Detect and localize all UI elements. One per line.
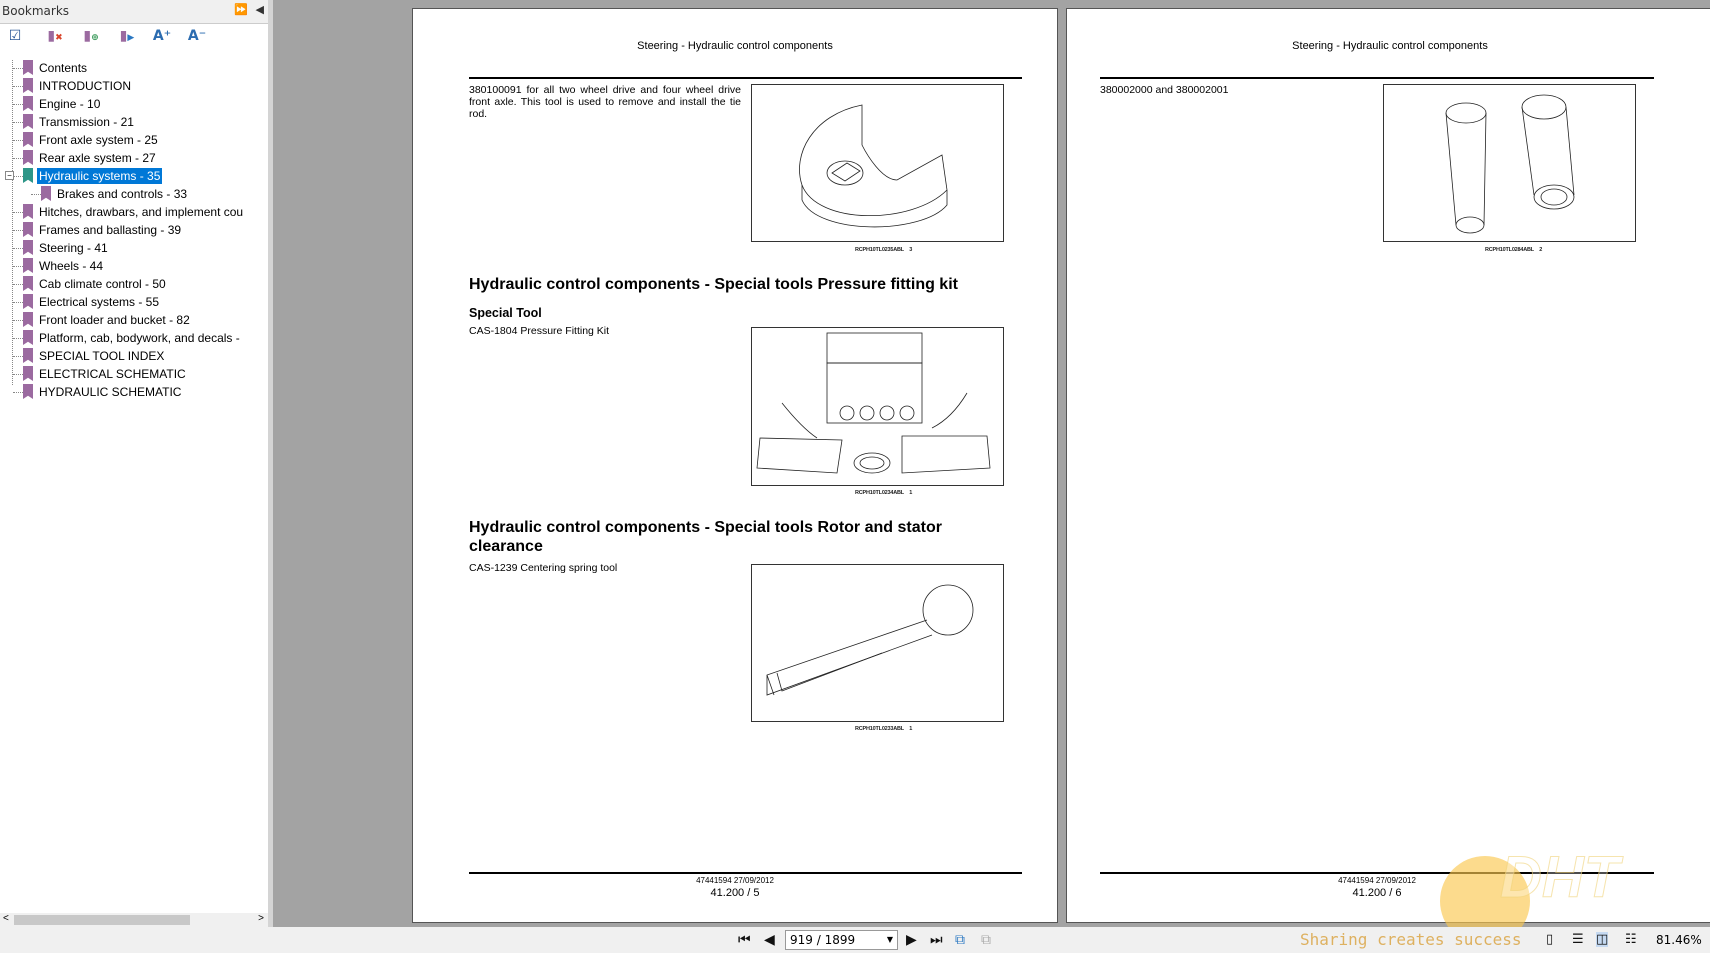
single-page-view-icon[interactable]: ▯ bbox=[1546, 932, 1554, 947]
bookmark-label: Wheels - 44 bbox=[39, 259, 104, 273]
page-number-value: 919 / 1899 bbox=[790, 933, 856, 947]
bookmark-icon bbox=[23, 366, 33, 381]
bookmark-icon bbox=[23, 150, 33, 165]
next-page-button[interactable]: ▶ bbox=[906, 932, 917, 948]
bookmark-icon bbox=[23, 330, 33, 345]
bookmark-label: HYDRAULIC SCHEMATIC bbox=[39, 385, 182, 399]
tool-name: CAS-1239 Centering spring tool bbox=[469, 562, 618, 574]
bookmark-icon bbox=[23, 348, 33, 363]
figure-sleeve-tools bbox=[1383, 84, 1636, 242]
page-number-input[interactable] bbox=[785, 930, 898, 950]
bookmark-icon bbox=[23, 114, 33, 129]
bookmark-icon bbox=[23, 384, 33, 399]
figure-centering-tool bbox=[751, 564, 1004, 722]
header-rule bbox=[1100, 77, 1654, 79]
bookmark-icon bbox=[41, 186, 51, 201]
bookmark-label: Transmission - 21 bbox=[39, 115, 134, 129]
pressure-kit-illustration bbox=[752, 328, 1003, 485]
footer-rule bbox=[469, 872, 1022, 874]
bookmark-label: Cab climate control - 50 bbox=[39, 277, 166, 291]
footer-doc-id: 47441594 27/09/2012 bbox=[1338, 876, 1416, 885]
wrench-illustration bbox=[752, 85, 1003, 241]
collapse-toggle-icon[interactable]: − bbox=[5, 171, 14, 180]
watermark-logo-text: DHT bbox=[1500, 845, 1620, 910]
figure-number: 1 bbox=[909, 490, 913, 496]
centering-tool-illustration bbox=[752, 565, 1003, 721]
scroll-left-icon[interactable]: < bbox=[3, 913, 9, 924]
bookmark-label: Front loader and bucket - 82 bbox=[39, 313, 190, 327]
first-page-button[interactable]: ⏮ bbox=[738, 932, 751, 948]
page-header: Steering - Hydraulic control components bbox=[1292, 40, 1488, 52]
last-page-button[interactable]: ⏭ bbox=[930, 932, 943, 948]
sleeve-tools-illustration bbox=[1384, 85, 1635, 241]
bookmark-label: Electrical systems - 55 bbox=[39, 295, 160, 309]
pdf-page-6 bbox=[1066, 8, 1710, 923]
bookmark-icon bbox=[23, 222, 33, 237]
figure-caption: RCPH10TL0234ABL bbox=[855, 490, 904, 496]
status-bar bbox=[0, 927, 1710, 953]
bookmark-icon bbox=[23, 312, 33, 327]
bookmark-label: Platform, cab, bodywork, and decals - bbox=[39, 331, 240, 345]
bookmark-label: Front axle system - 25 bbox=[39, 133, 158, 147]
bookmark-label: Steering - 41 bbox=[39, 241, 108, 255]
bookmark-label: Rear axle system - 27 bbox=[39, 151, 156, 165]
bookmark-icon bbox=[23, 240, 33, 255]
document-viewport[interactable] bbox=[273, 0, 1710, 927]
subheading: Special Tool bbox=[469, 306, 542, 320]
bookmark-icon bbox=[23, 132, 33, 147]
collapse-panel-icon[interactable]: ◀ bbox=[255, 3, 264, 16]
bookmark-label: Brakes and controls - 33 bbox=[57, 187, 188, 201]
figure-number: 1 bbox=[909, 726, 913, 732]
scroll-right-icon[interactable]: > bbox=[258, 913, 264, 924]
horizontal-scrollbar[interactable] bbox=[0, 913, 268, 927]
bookmark-label: Contents bbox=[39, 61, 88, 75]
bookmark-icon bbox=[23, 78, 33, 93]
bookmark-label: Engine - 10 bbox=[39, 97, 101, 111]
figure-number: 2 bbox=[1539, 247, 1543, 253]
figure-number: 3 bbox=[909, 247, 913, 253]
scrollbar-thumb[interactable] bbox=[14, 915, 190, 925]
tree-guide-line bbox=[12, 60, 13, 385]
bookmark-icon bbox=[23, 294, 33, 309]
bookmark-icon bbox=[23, 276, 33, 291]
watermark-tagline: Sharing creates success bbox=[1300, 930, 1522, 949]
bookmark-label: Frames and ballasting - 39 bbox=[39, 223, 182, 237]
figure-pressure-kit bbox=[751, 327, 1004, 486]
bookmark-label: INTRODUCTION bbox=[39, 79, 131, 93]
previous-page-button[interactable]: ◀ bbox=[764, 932, 775, 948]
bookmarks-header bbox=[0, 0, 268, 24]
tool-name: CAS-1804 Pressure Fitting Kit bbox=[469, 325, 610, 337]
bookmark-icon bbox=[23, 204, 33, 219]
footer-page-number: 41.200 / 6 bbox=[1352, 887, 1402, 899]
continuous-view-icon[interactable]: ☰ bbox=[1572, 932, 1584, 947]
delete-bookmark-icon[interactable]: ▮✖ bbox=[47, 28, 63, 44]
bookmark-label: ELECTRICAL SCHEMATIC bbox=[39, 367, 186, 381]
bookmark-icon bbox=[23, 60, 33, 75]
tool-description: 380100091 for all two wheel drive and four wheel drive front axle. This tool is used to remove and install the tie rod. bbox=[469, 84, 741, 120]
previous-view-icon[interactable]: ⧉ bbox=[955, 932, 965, 948]
add-bookmark-icon[interactable]: ▮⊕ bbox=[83, 28, 99, 44]
pdf-page-5 bbox=[412, 8, 1058, 923]
tool-description: 380002000 and 380002001 bbox=[1100, 84, 1229, 96]
bookmark-icon bbox=[23, 258, 33, 273]
bookmark-label: Hydraulic systems - 35 bbox=[39, 169, 161, 183]
figure-caption: RCPH10TL0235ABL bbox=[855, 247, 904, 253]
expand-all-icon[interactable]: ☑ bbox=[8, 28, 22, 44]
section-heading: Hydraulic control components - Special tools Rotor and stator clearance bbox=[469, 519, 942, 555]
chevron-down-icon[interactable]: ▼ bbox=[886, 935, 893, 944]
panel-title: Bookmarks bbox=[2, 4, 70, 18]
font-increase-icon[interactable]: A⁺ bbox=[152, 28, 172, 44]
figure-wrench-tool bbox=[751, 84, 1004, 242]
footer-doc-id: 47441594 27/09/2012 bbox=[696, 876, 774, 885]
header-rule bbox=[469, 77, 1022, 79]
footer-page-number: 41.200 / 5 bbox=[710, 887, 760, 899]
bookmarks-panel bbox=[0, 0, 268, 927]
two-page-view-icon[interactable]: ◫ bbox=[1596, 932, 1609, 947]
bookmark-label: SPECIAL TOOL INDEX bbox=[39, 349, 165, 363]
section-heading: Hydraulic control components - Special tools Pressure fitting kit bbox=[469, 276, 958, 293]
figure-caption: RCPH10TL0233ABL bbox=[855, 726, 904, 732]
bookmark-icon bbox=[23, 168, 33, 183]
figure-caption: RCPH10TL0284ABL bbox=[1485, 247, 1534, 253]
page-header: Steering - Hydraulic control components bbox=[637, 40, 833, 52]
font-decrease-icon[interactable]: A⁻ bbox=[187, 28, 207, 44]
bookmark-icon bbox=[23, 96, 33, 111]
zoom-level[interactable]: 81.46% bbox=[1656, 933, 1702, 947]
bookmark-label: Hitches, drawbars, and implement cou bbox=[39, 205, 244, 219]
expand-panel-icon[interactable]: ⏩ bbox=[234, 3, 248, 16]
next-view-icon[interactable]: ⧉ bbox=[981, 932, 991, 948]
goto-bookmark-icon[interactable]: ▮▶ bbox=[119, 28, 135, 44]
two-page-continuous-view-icon[interactable]: ☷ bbox=[1625, 932, 1637, 947]
